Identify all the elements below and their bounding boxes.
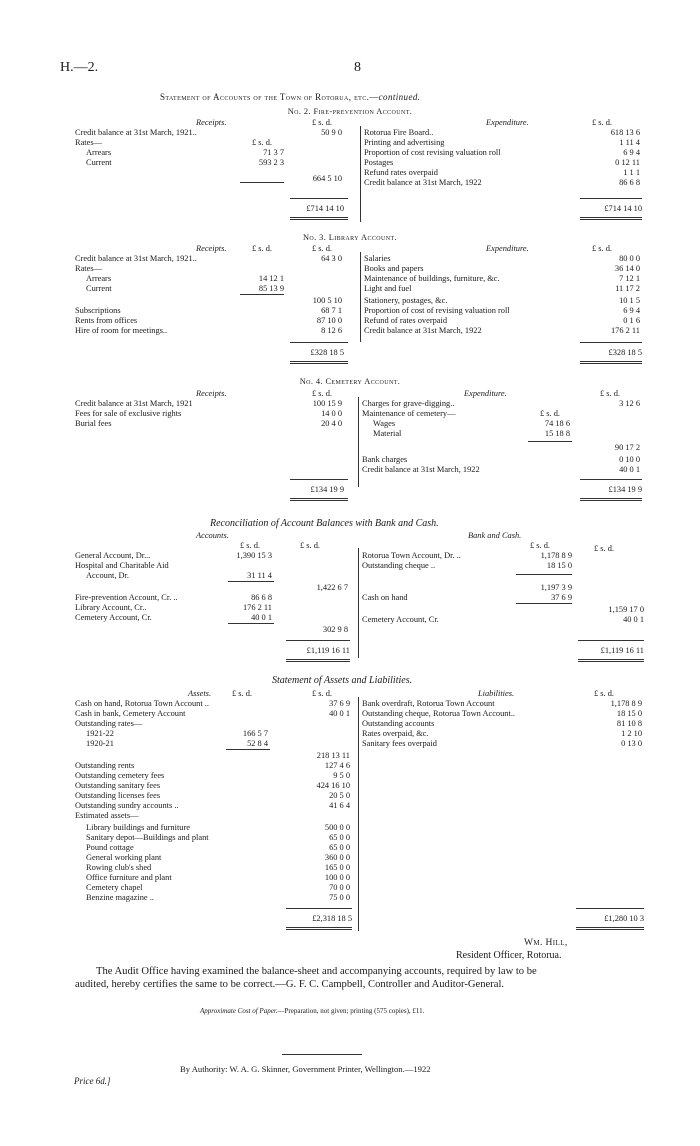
library-total-receipts: £328 18 5: [310, 348, 344, 357]
cemetery-unit-left: £ s. d.: [312, 389, 333, 398]
library-total-expenditure: £328 18 5: [608, 348, 642, 357]
assets-total: £2,318 18 5: [312, 914, 352, 923]
cemetery-total-receipts: £134 19 9: [310, 485, 344, 494]
reconciliation-unit-sub: £ s. d.: [240, 541, 261, 550]
cemetery-heading: No. 4. Cemetery Account.: [299, 377, 401, 386]
document-reference: H.—2.: [60, 60, 99, 75]
fire-total-receipts: £714 14 10: [306, 204, 344, 213]
fire-unit-left: £ s. d.: [312, 118, 333, 127]
library-unit-sub: £ s. d.: [252, 244, 273, 253]
library-heading: No. 3. Library Account.: [302, 233, 398, 242]
library-unit-right: £ s. d.: [592, 244, 613, 253]
fire-heading: No. 2. Fire-prevention Account.: [287, 107, 413, 116]
reconciliation-total-left: £1,119 16 11: [306, 646, 350, 655]
signature-title: Resident Officer, Rotorua.: [456, 950, 562, 961]
assets-heading: Statement of Assets and Liabilities.: [272, 675, 413, 686]
fire-unit-right: £ s. d.: [592, 118, 613, 127]
reconciliation-total-right: £1,119 16 11: [600, 646, 644, 655]
library-receipts-label: Receipts.: [196, 244, 227, 253]
reconciliation-bank-label: Bank and Cash.: [468, 531, 522, 540]
page-number: 8: [354, 60, 361, 75]
audit-line-2: audited, hereby certifies the same to be correct.—G. F. C. Campbell, Controller and Auditor-General.: [75, 979, 505, 990]
audit-line-1: The Audit Office having examined the balance-sheet and accompanying accounts, required by law to be: [96, 966, 537, 977]
statement-title: Statement of Accounts of the Town of Rotorua, etc.—continued.: [160, 92, 421, 102]
assets-unit-main: £ s. d.: [312, 689, 333, 698]
reconciliation-unit-left: £ s. d.: [300, 541, 321, 550]
authority-line: By Authority: W. A. G. Skinner, Government Printer, Wellington.—1922: [180, 1064, 431, 1074]
liabilities-total: £1,280 10 3: [604, 914, 644, 923]
cemetery-unit-right: £ s. d.: [600, 389, 621, 398]
reconciliation-unit-rsub: £ s. d.: [530, 541, 551, 550]
reconciliation-accounts-label: Accounts.: [196, 531, 229, 540]
cemetery-unit-sub: £ s. d.: [540, 409, 561, 418]
fire-total-expenditure: £714 14 10: [604, 204, 642, 213]
cost-of-paper: Approximate Cost of Paper.—Preparation, not given; printing (575 copies), £11.: [200, 1007, 425, 1015]
liabilities-unit: £ s. d.: [594, 689, 615, 698]
reconciliation-heading: Reconciliation of Account Balances with Bank and Cash.: [210, 518, 439, 529]
price: Price 6d.]: [74, 1076, 111, 1086]
liabilities-label: Liabilities.: [478, 689, 515, 698]
cemetery-expenditure-label: Expenditure.: [464, 389, 507, 398]
library-unit-left: £ s. d.: [312, 244, 333, 253]
fire-sub-unit: £ s. d.: [252, 138, 273, 147]
assets-label: Assets.: [188, 689, 212, 698]
cemetery-total-expenditure: £134 19 9: [608, 485, 642, 494]
cemetery-receipts-label: Receipts.: [196, 389, 227, 398]
library-expenditure-label: Expenditure.: [486, 244, 529, 253]
reconciliation-unit-right: £ s. d.: [594, 544, 615, 553]
fire-receipts-label: Receipts.: [196, 118, 227, 127]
assets-unit-sub: £ s. d.: [232, 689, 253, 698]
fire-expenditure-label: Expenditure.: [486, 118, 529, 127]
signature-name: Wm. Hill,: [524, 938, 568, 948]
